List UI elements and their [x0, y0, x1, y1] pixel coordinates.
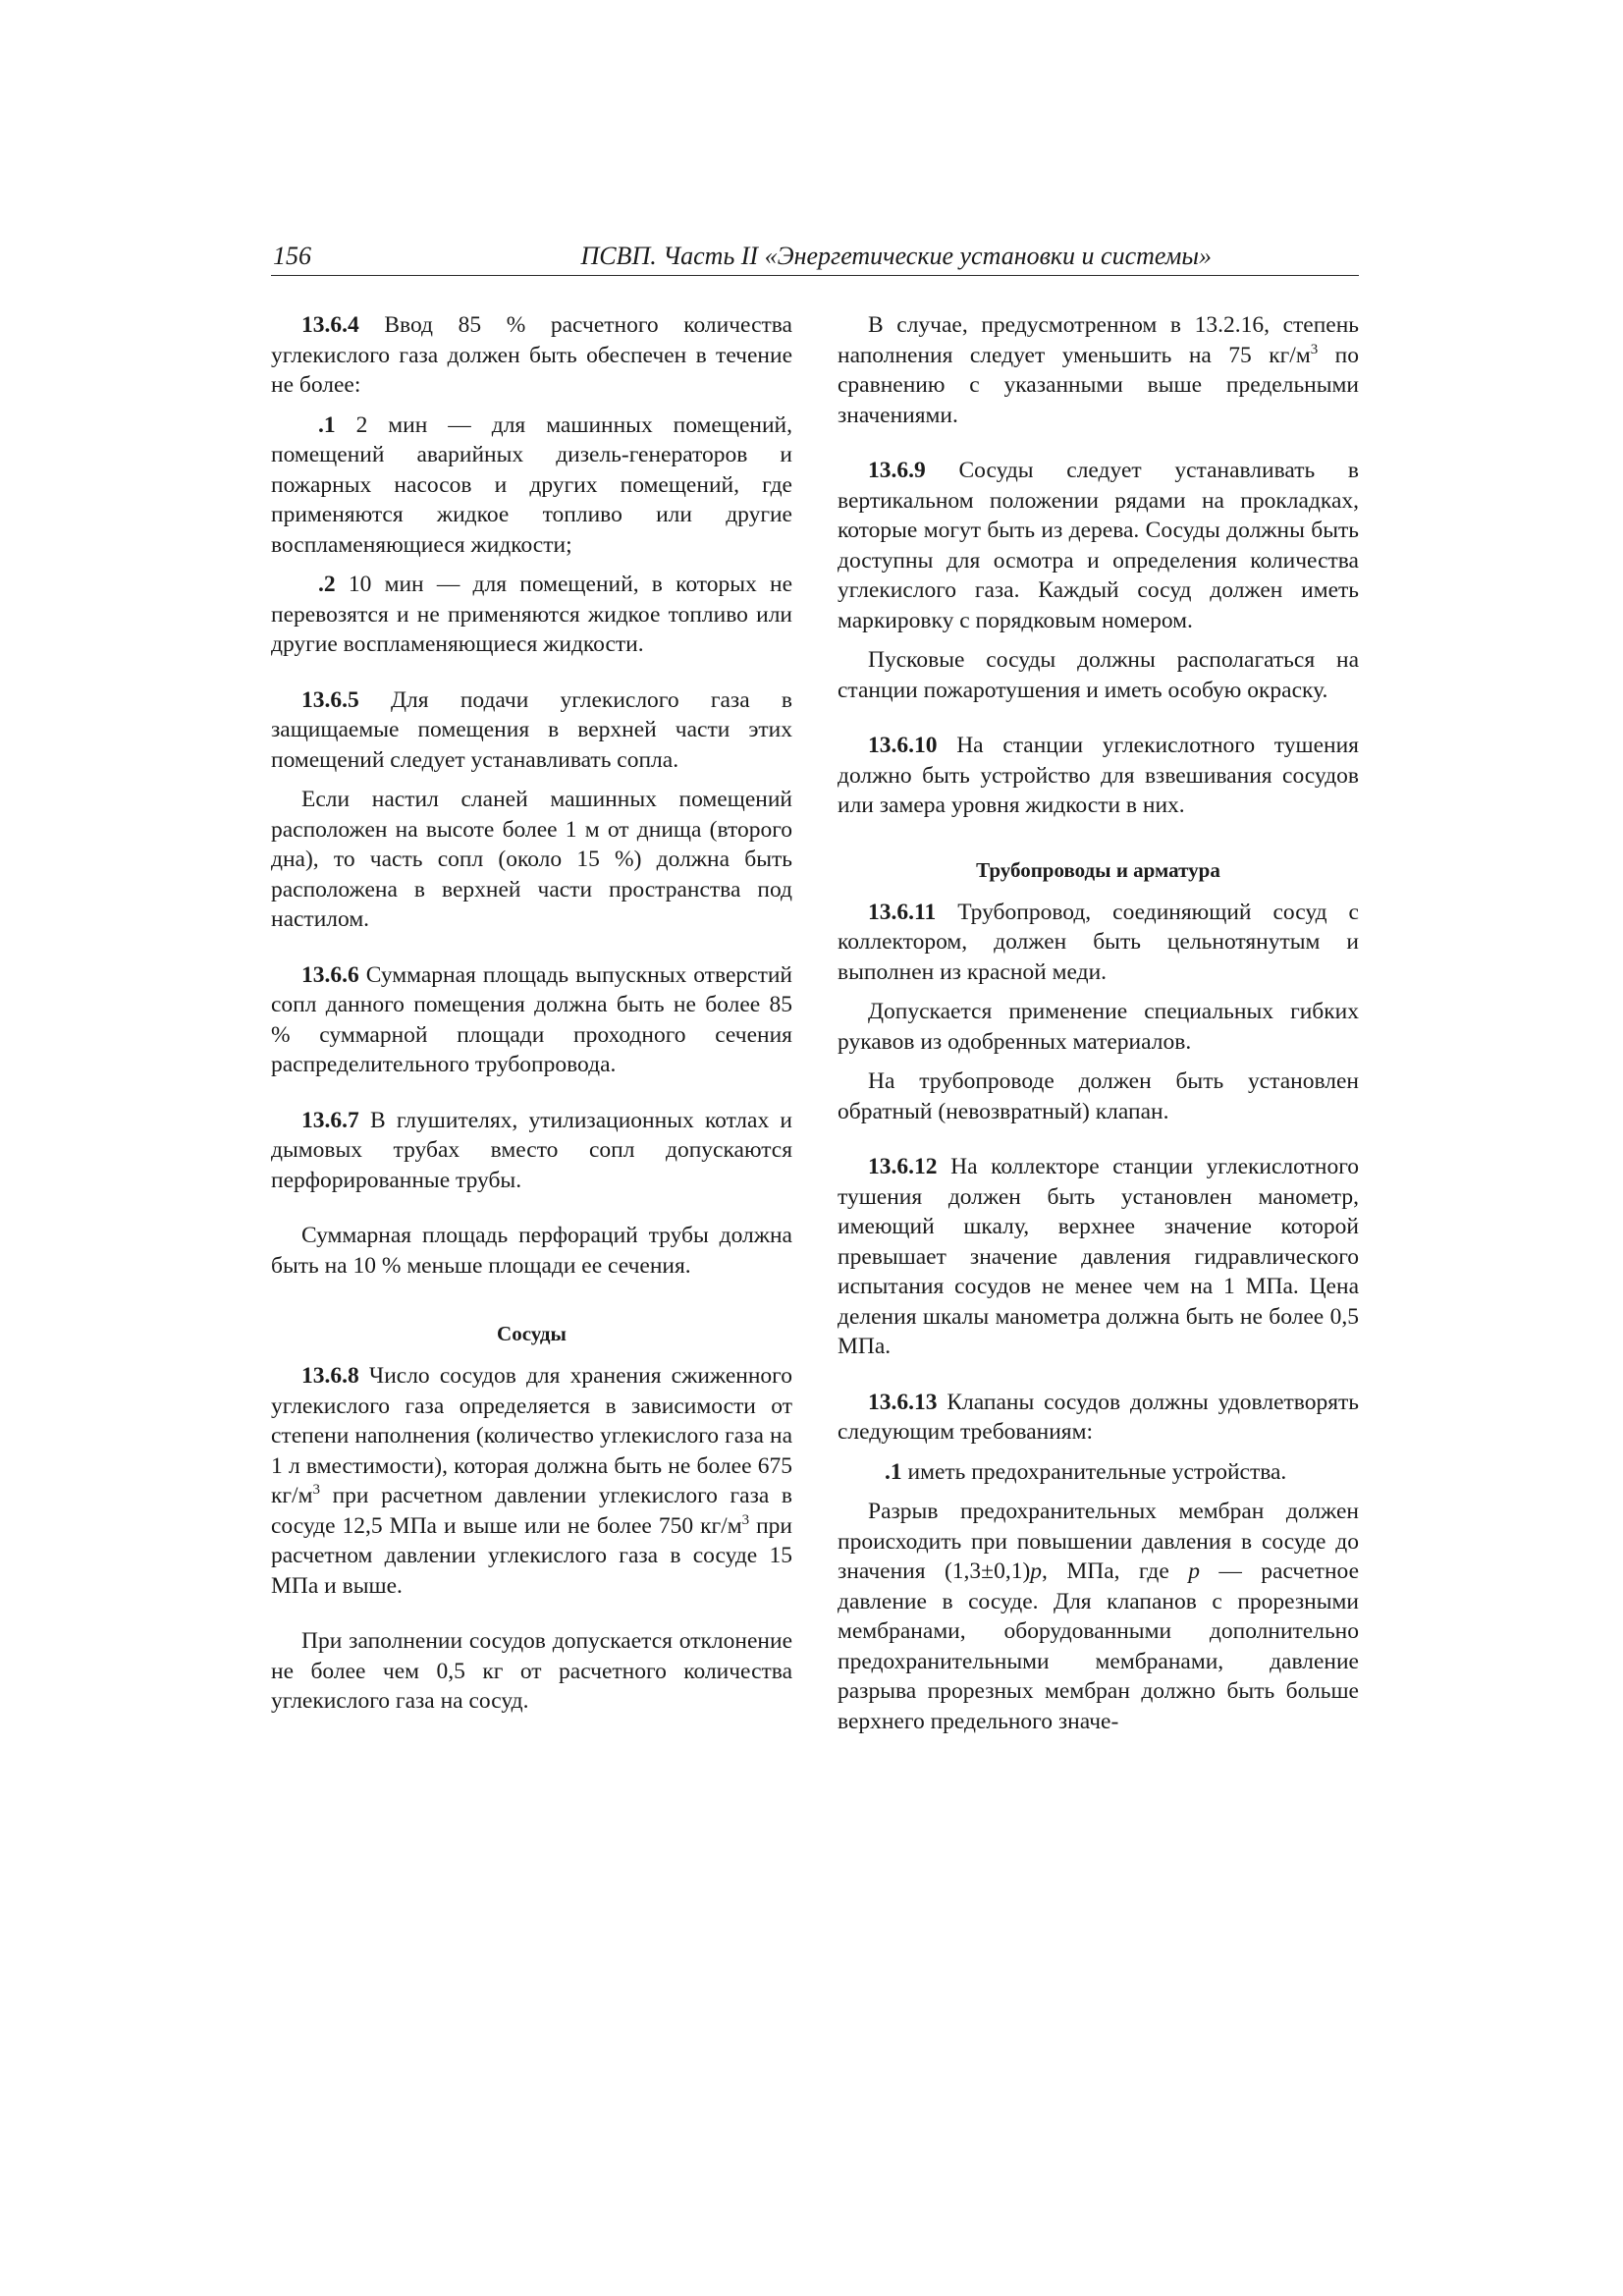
paragraph-13-6-12: 13.6.12 На коллекторе станции углекислотного тушения должен быть установлен манометр, имеющий шкалу, верхнее значение которой превышает значение давления гидравлического испытания сосудов не менее чем на 1 МПа. Цена деления шкалы манометра должна быть не более 0,5 МПа. — [838, 1154, 1359, 1359]
clause-number: 13.6.8 — [301, 1363, 359, 1389]
paragraph-13-6-6: 13.6.6 Суммарная площадь выпускных отверстий сопл данного помещения должна быть не более 85 % суммарной площади проходного сечения распределительного трубопровода. — [271, 961, 792, 1077]
paragraph: Пусковые сосуды должны располагаться на станции пожаротушения и иметь особую окраску. — [838, 647, 1359, 703]
right-column — [838, 310, 1359, 1746]
item-number: .1 — [318, 411, 336, 438]
page-number: 156 — [273, 242, 311, 270]
paragraph-13-6-7: 13.6.7 В глушителях, утилизационных котлах и дымовых трубах вместо сопл допускаются перфорированные трубы. — [271, 1107, 792, 1193]
paragraph: В случае, предусмотренном в 13.2.16, степень наполнения следует уменьшить на 75 $кг/м^3$ по сравнению с указанными выше предельными значениями. — [838, 312, 1359, 428]
paragraph-13-6-5: 13.6.5 Для подачи углекислого газа в защищаемые помещения в верхней части этих помещений следует устанавливать сопла. — [271, 686, 792, 773]
paragraph-13-6-11: 13.6.11 Трубопровод, соединяющий сосуд с коллектором, должен быть цельнотянутым и выполнен из красной меди. — [838, 899, 1359, 985]
list-item: .1 2 мин — для машинных помещений, помещений аварийных дизель-генераторов и пожарных насосов и других помещений, где применяются жидкое топливо или другие воспламеняющиеся жидкости; — [271, 411, 792, 558]
paragraph: При заполнении сосудов допускается отклонение не более чем 0,5 кг от расчетного количества углекислого газа на сосуд. — [271, 1628, 792, 1714]
paragraph: На трубопроводе должен быть установлен обратный (невозвратный) клапан. — [838, 1068, 1359, 1124]
clause-number: 13.6.13 — [868, 1389, 938, 1415]
section-heading-pipes: Трубопроводы и арматура — [976, 857, 1220, 882]
item-number: .1 — [885, 1458, 902, 1485]
paragraph-13-6-4: 13.6.4 Ввод 85 % расчетного количества углекислого газа должен быть обеспечен в течение не более: — [271, 312, 792, 398]
clause-number: 13.6.10 — [868, 733, 938, 758]
clause-number: 13.6.6 — [301, 961, 359, 988]
clause-number: 13.6.12 — [868, 1154, 938, 1179]
clause-number: 13.6.4 — [301, 312, 359, 338]
section-heading-vessels: Сосуды — [497, 1322, 567, 1345]
paragraph: Разрыв предохранительных мембран должен происходить при повышении давления в сосуде до значения (1,3±0,1)p, МПа, где p — расчетное давление в сосуде. Для клапанов с прорезными мембранами, оборудованными дополнительно предохранительными мембранами, давление разрыва прорезных мембран должно быть больше верхнего предельного значе- — [838, 1499, 1359, 1734]
clause-number: 13.6.7 — [301, 1107, 359, 1133]
paragraph-13-6-8: 13.6.8 Число сосудов для хранения сжиженного углекислого газа определяется в зависимости от степени наполнения (количество углекислого газа на 1 л вместимости), которая должна быть не более 675 $кг/м^3$ при расчетном давлении углекислого газа в сосуде 12,5 МПа и выше или не более 750 $кг/м^3$ при расчетном давлении углекислого газа в сосуде 15 МПа и выше. — [271, 1363, 793, 1599]
clause-number: 13.6.9 — [868, 458, 926, 483]
paragraph: Если настил сланей машинных помещений расположен на высоте более 1 м от днища (второго дна), то часть сопл (около 15 %) должна быть расположена в верхней части пространства под настилом. — [271, 787, 792, 932]
item-number: .2 — [318, 572, 336, 597]
page-header — [271, 242, 1359, 276]
running-title: ПСВП. Часть II «Энергетические установки и системы» — [580, 242, 1212, 270]
clause-number: 13.6.11 — [868, 899, 937, 925]
list-item: .1 иметь предохранительные устройства. — [885, 1458, 1287, 1485]
paragraph: Допускается применение специальных гибких рукавов из одобренных материалов. — [838, 999, 1359, 1055]
paragraph-13-6-13: 13.6.13 Клапаны сосудов должны удовлетворять следующим требованиям: — [838, 1389, 1359, 1445]
paragraph: Суммарная площадь перфораций трубы должна быть на 10 % меньше площади ее сечения. — [271, 1223, 792, 1279]
paragraph-13-6-9: 13.6.9 Сосуды следует устанавливать в вертикальном положении рядами на прокладках, которые могут быть из дерева. Сосуды должны быть доступны для осмотра и определения количества углекислого газа. Каждый сосуд должен иметь маркировку с порядковым номером. — [838, 458, 1359, 633]
left-column — [271, 310, 792, 1726]
list-item: .2 10 мин — для помещений, в которых не перевозятся и не применяются жидкое топливо или другие воспламеняющиеся жидкости. — [271, 572, 792, 657]
clause-number: 13.6.5 — [301, 686, 359, 713]
paragraph-13-6-10: 13.6.10 На станции углекислотного тушения должно быть устройство для взвешивания сосудов или замера уровня жидкости в них. — [838, 733, 1359, 818]
